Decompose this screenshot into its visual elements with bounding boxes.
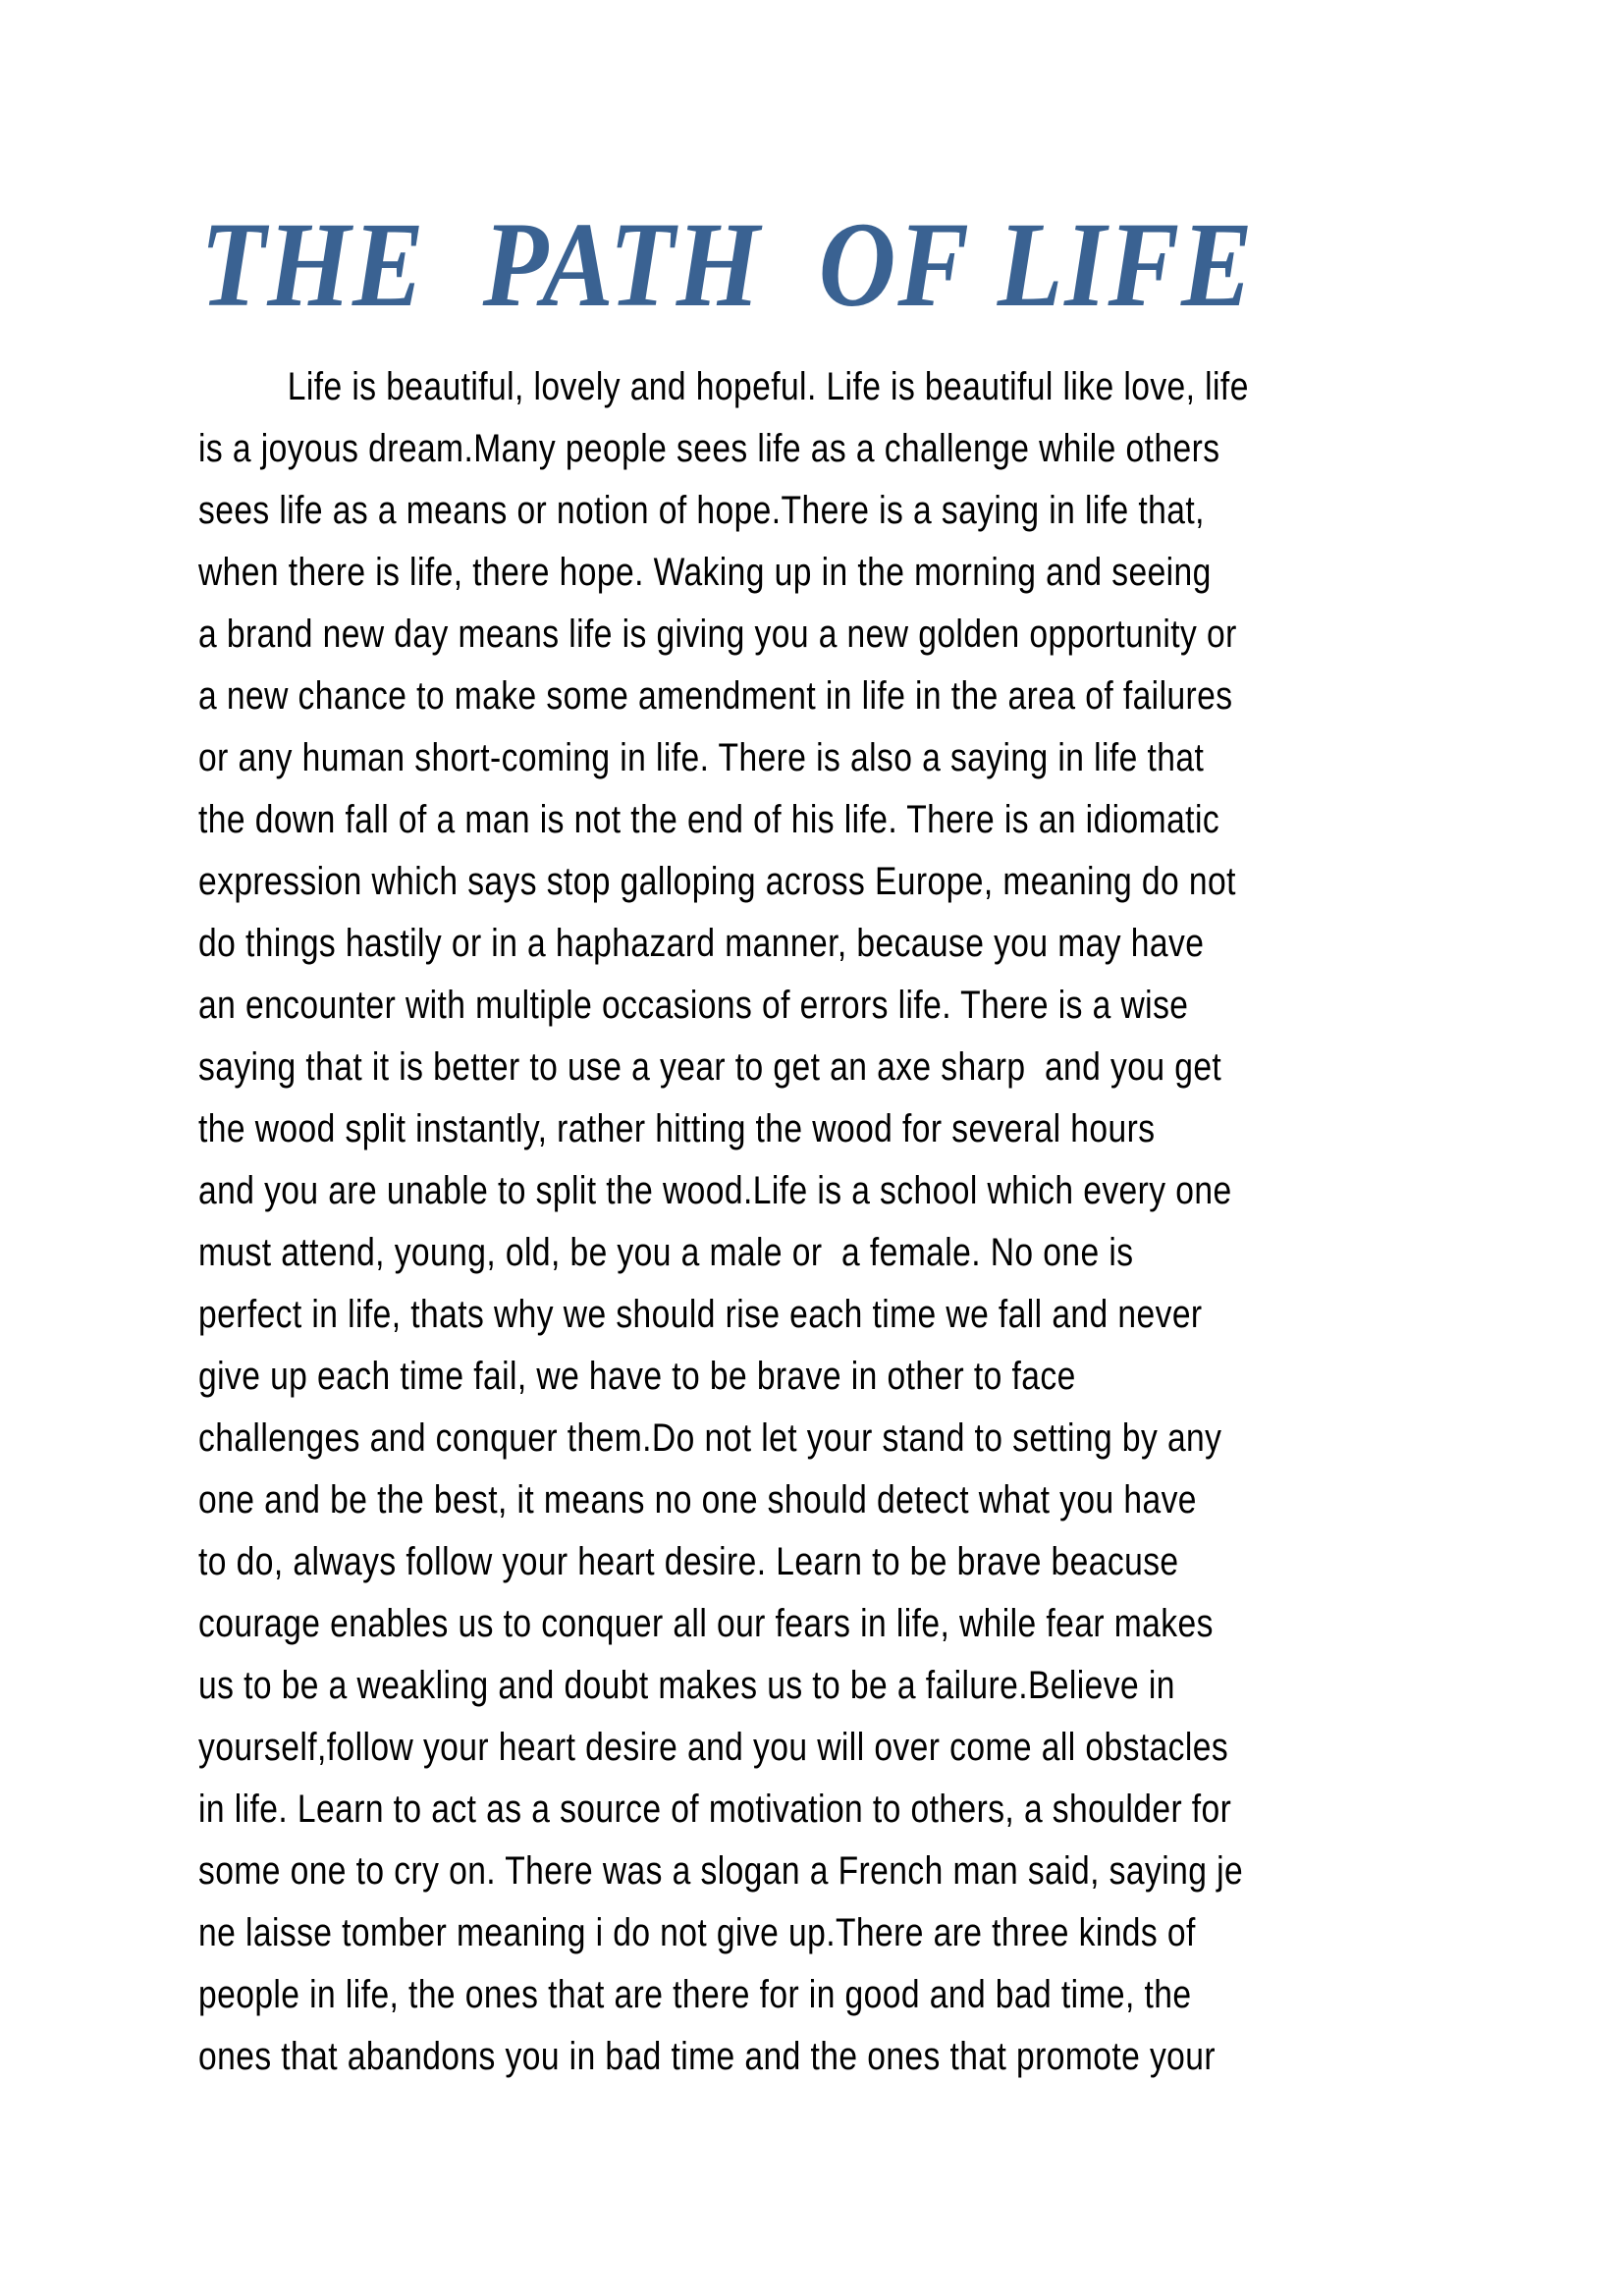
body-line: the wood split instantly, rather hitting the wood for several hours [198, 1107, 1156, 1150]
body-line: is a joyous dream.Many people sees life as a challenge while others [198, 427, 1220, 470]
body-line: ne laisse tomber meaning i do not give up.There are three kinds of [198, 1911, 1196, 1954]
body-line: must attend, young, old, be you a male or a female. No one is [198, 1231, 1134, 1274]
body-line: ones that abandons you in bad time and the ones that promote your [198, 2035, 1216, 2078]
body-line: sees life as a means or notion of hope.There is a saying in life that, [198, 489, 1205, 532]
body-line: or any human short-coming in life. There is also a saying in life that [198, 736, 1205, 779]
body-line: an encounter with multiple occasions of errors life. There is a wise [198, 984, 1189, 1027]
body-line: one and be the best, it means no one should detect what you have [198, 1478, 1197, 1522]
document-body [198, 356, 1485, 2088]
body-line: expression which says stop galloping across Europe, meaning do not [198, 860, 1236, 903]
body-line: do things hastily or in a haphazard manner, because you may have [198, 922, 1205, 965]
body-line: yourself,follow your heart desire and you will over come all obstacles [198, 1726, 1229, 1769]
body-line: in life. Learn to act as a source of motivation to others, a shoulder for [198, 1788, 1232, 1831]
body-line: us to be a weakling and doubt makes us to be a failure.Believe in [198, 1664, 1175, 1707]
body-line: when there is life, there hope. Waking up in the morning and seeing [198, 551, 1212, 594]
body-line: some one to cry on. There was a slogan a French man said, saying je [198, 1849, 1244, 1893]
body-line: a new chance to make some amendment in life in the area of failures [198, 674, 1233, 718]
body-line: to do, always follow your heart desire. Learn to be brave beacuse [198, 1540, 1179, 1583]
body-line: Life is beautiful, lovely and hopeful. Life is beautiful like love, life [287, 365, 1249, 408]
body-line: perfect in life, thats why we should rise each time we fall and never [198, 1293, 1203, 1336]
body-line: people in life, the ones that are there for in good and bad time, the [198, 1973, 1192, 2016]
body-line: the down fall of a man is not the end of his life. There is an idiomatic [198, 798, 1220, 841]
body-line: saying that it is better to use a year to get an axe sharp and you get [198, 1045, 1222, 1089]
body-line: a brand new day means life is giving you a new golden opportunity or [198, 613, 1237, 656]
body-line: challenges and conquer them.Do not let your stand to setting by any [198, 1416, 1222, 1460]
document-title: THE PATH OF LIFE [200, 197, 1255, 332]
body-line: give up each time fail, we have to be brave in other to face [198, 1355, 1076, 1398]
body-line: courage enables us to conquer all our fears in life, while fear makes [198, 1602, 1214, 1645]
body-line: and you are unable to split the wood.Life is a school which every one [198, 1169, 1232, 1212]
